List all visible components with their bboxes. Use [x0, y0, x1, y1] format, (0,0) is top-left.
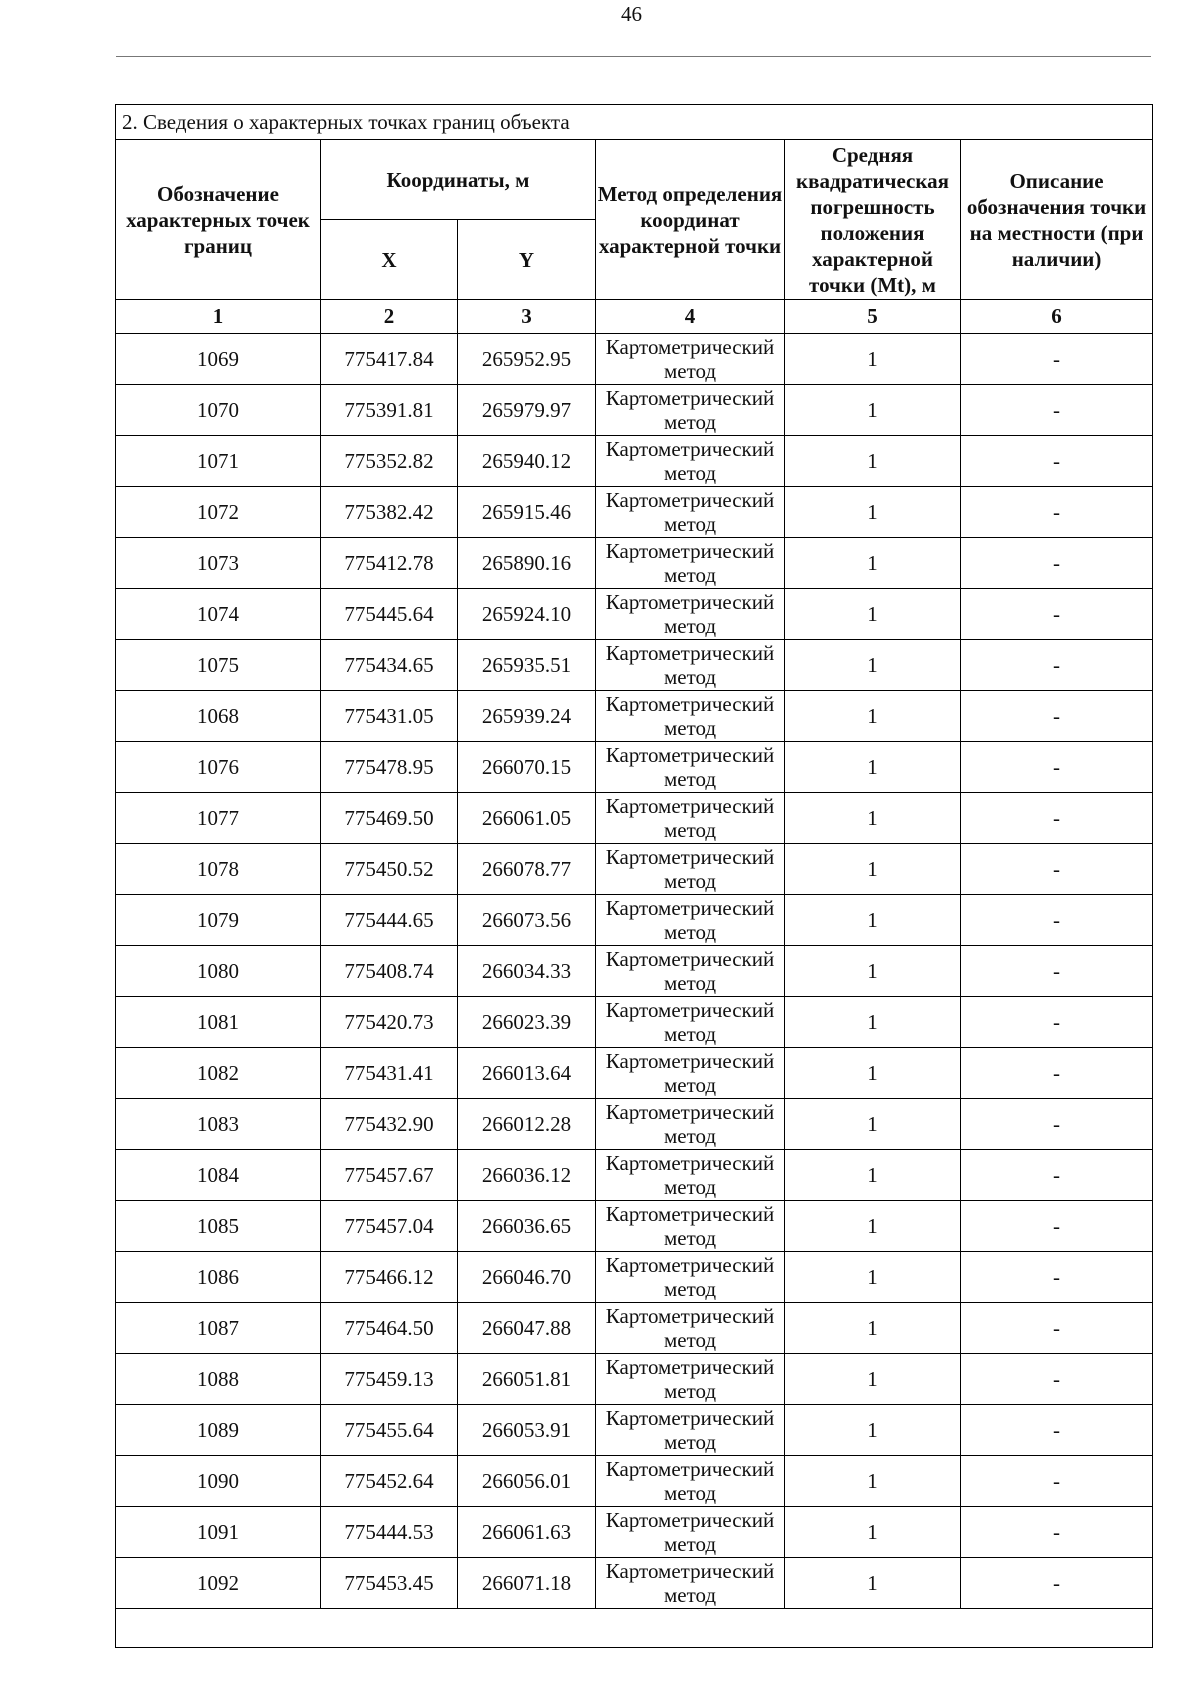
x-coordinate-cell: 775382.42 — [321, 487, 458, 538]
y-coordinate-cell: 265915.46 — [458, 487, 596, 538]
x-coordinate-cell: 775444.65 — [321, 895, 458, 946]
error-cell: 1 — [785, 487, 961, 538]
point-cell: 1080 — [116, 946, 321, 997]
y-coordinate-cell: 266056.01 — [458, 1456, 596, 1507]
x-coordinate-cell: 775444.53 — [321, 1507, 458, 1558]
table-row — [116, 997, 1153, 1048]
y-coordinate-cell: 265935.51 — [458, 640, 596, 691]
x-coordinate-cell: 775412.78 — [321, 538, 458, 589]
x-coordinate-cell: 775459.13 — [321, 1354, 458, 1405]
x-coordinate-cell: 775466.12 — [321, 1252, 458, 1303]
y-coordinate-cell: 265924.10 — [458, 589, 596, 640]
point-cell: 1070 — [116, 385, 321, 436]
method-cell: Картометрический метод — [596, 436, 785, 487]
y-coordinate-cell: 265979.97 — [458, 385, 596, 436]
description-cell: - — [961, 793, 1153, 844]
x-coordinate-cell: 775420.73 — [321, 997, 458, 1048]
error-cell: 1 — [785, 742, 961, 793]
error-cell: 1 — [785, 844, 961, 895]
method-cell: Картометрический метод — [596, 997, 785, 1048]
method-cell: Картометрический метод — [596, 946, 785, 997]
description-cell: - — [961, 436, 1153, 487]
y-coordinate-cell: 266053.91 — [458, 1405, 596, 1456]
method-cell: Картометрический метод — [596, 1303, 785, 1354]
x-coordinate-cell: 775464.50 — [321, 1303, 458, 1354]
error-cell: 1 — [785, 895, 961, 946]
table-row — [116, 895, 1153, 946]
y-coordinate-cell: 266023.39 — [458, 997, 596, 1048]
table-row — [116, 538, 1153, 589]
y-coordinate-cell: 266013.64 — [458, 1048, 596, 1099]
point-cell: 1082 — [116, 1048, 321, 1099]
column-number: 4 — [596, 300, 785, 334]
error-cell: 1 — [785, 1456, 961, 1507]
method-cell: Картометрический метод — [596, 1048, 785, 1099]
table-row — [116, 1150, 1153, 1201]
point-cell: 1075 — [116, 640, 321, 691]
header-point: Обозначение характерных точек границ — [116, 140, 321, 300]
column-number: 3 — [458, 300, 596, 334]
column-number: 6 — [961, 300, 1153, 334]
table-row — [116, 640, 1153, 691]
description-cell: - — [961, 538, 1153, 589]
point-cell: 1089 — [116, 1405, 321, 1456]
description-cell: - — [961, 1303, 1153, 1354]
table-row — [116, 1099, 1153, 1150]
description-cell: - — [961, 1456, 1153, 1507]
description-cell: - — [961, 1354, 1153, 1405]
description-cell: - — [961, 1405, 1153, 1456]
header-error: Средняя квадратическая погрешность положения характерной точки (Mt), м — [785, 140, 961, 300]
point-cell: 1090 — [116, 1456, 321, 1507]
error-cell: 1 — [785, 1558, 961, 1609]
description-cell: - — [961, 844, 1153, 895]
table-row — [116, 1303, 1153, 1354]
error-cell: 1 — [785, 1354, 961, 1405]
point-cell: 1085 — [116, 1201, 321, 1252]
point-cell: 1072 — [116, 487, 321, 538]
method-cell: Картометрический метод — [596, 1405, 785, 1456]
method-cell: Картометрический метод — [596, 1099, 785, 1150]
point-cell: 1079 — [116, 895, 321, 946]
column-number: 2 — [321, 300, 458, 334]
error-cell: 1 — [785, 589, 961, 640]
column-number: 5 — [785, 300, 961, 334]
table-row — [116, 334, 1153, 385]
y-coordinate-cell: 266036.65 — [458, 1201, 596, 1252]
method-cell: Картометрический метод — [596, 487, 785, 538]
table-row — [116, 385, 1153, 436]
empty-footer-row — [116, 1609, 1153, 1648]
y-coordinate-cell: 266036.12 — [458, 1150, 596, 1201]
table-row — [116, 1201, 1153, 1252]
method-cell: Картометрический метод — [596, 742, 785, 793]
x-coordinate-cell: 775391.81 — [321, 385, 458, 436]
table-row — [116, 946, 1153, 997]
method-cell: Картометрический метод — [596, 1252, 785, 1303]
error-cell: 1 — [785, 1048, 961, 1099]
point-cell: 1081 — [116, 997, 321, 1048]
table-row — [116, 436, 1153, 487]
point-cell: 1087 — [116, 1303, 321, 1354]
method-cell: Картометрический метод — [596, 538, 785, 589]
x-coordinate-cell: 775431.05 — [321, 691, 458, 742]
description-cell: - — [961, 997, 1153, 1048]
y-coordinate-cell: 265890.16 — [458, 538, 596, 589]
point-cell: 1077 — [116, 793, 321, 844]
y-coordinate-cell: 265940.12 — [458, 436, 596, 487]
error-cell: 1 — [785, 1405, 961, 1456]
y-coordinate-cell: 266034.33 — [458, 946, 596, 997]
error-cell: 1 — [785, 1252, 961, 1303]
x-coordinate-cell: 775352.82 — [321, 436, 458, 487]
description-cell: - — [961, 946, 1153, 997]
method-cell: Картометрический метод — [596, 640, 785, 691]
method-cell: Картометрический метод — [596, 1558, 785, 1609]
table-row — [116, 844, 1153, 895]
description-cell: - — [961, 1099, 1153, 1150]
x-coordinate-cell: 775457.67 — [321, 1150, 458, 1201]
y-coordinate-cell: 265939.24 — [458, 691, 596, 742]
point-cell: 1084 — [116, 1150, 321, 1201]
method-cell: Картометрический метод — [596, 895, 785, 946]
description-cell: - — [961, 691, 1153, 742]
x-coordinate-cell: 775445.64 — [321, 589, 458, 640]
y-coordinate-cell: 266061.63 — [458, 1507, 596, 1558]
x-coordinate-cell: 775431.41 — [321, 1048, 458, 1099]
y-coordinate-cell: 266070.15 — [458, 742, 596, 793]
table-row — [116, 1507, 1153, 1558]
point-cell: 1088 — [116, 1354, 321, 1405]
error-cell: 1 — [785, 793, 961, 844]
table-row — [116, 1456, 1153, 1507]
x-coordinate-cell: 775408.74 — [321, 946, 458, 997]
x-coordinate-cell: 775434.65 — [321, 640, 458, 691]
table-row — [116, 1252, 1153, 1303]
section-title: 2. Сведения о характерных точках границ объекта — [116, 105, 1153, 140]
description-cell: - — [961, 334, 1153, 385]
table-row — [116, 1558, 1153, 1609]
error-cell: 1 — [785, 1099, 961, 1150]
x-coordinate-cell: 775452.64 — [321, 1456, 458, 1507]
method-cell: Картометрический метод — [596, 1456, 785, 1507]
error-cell: 1 — [785, 385, 961, 436]
boundary-points-table — [115, 104, 1153, 1648]
error-cell: 1 — [785, 538, 961, 589]
point-cell: 1078 — [116, 844, 321, 895]
method-cell: Картометрический метод — [596, 1201, 785, 1252]
y-coordinate-cell: 266073.56 — [458, 895, 596, 946]
header-divider — [116, 56, 1151, 57]
column-numbers-row — [116, 300, 1153, 334]
point-cell: 1074 — [116, 589, 321, 640]
description-cell: - — [961, 385, 1153, 436]
header-x: X — [321, 220, 458, 300]
error-cell: 1 — [785, 640, 961, 691]
error-cell: 1 — [785, 946, 961, 997]
table-row — [116, 742, 1153, 793]
table-row — [116, 487, 1153, 538]
method-cell: Картометрический метод — [596, 589, 785, 640]
point-cell: 1076 — [116, 742, 321, 793]
y-coordinate-cell: 266047.88 — [458, 1303, 596, 1354]
description-cell: - — [961, 1201, 1153, 1252]
table-row — [116, 1048, 1153, 1099]
description-cell: - — [961, 1150, 1153, 1201]
description-cell: - — [961, 742, 1153, 793]
table-row — [116, 691, 1153, 742]
point-cell: 1086 — [116, 1252, 321, 1303]
error-cell: 1 — [785, 436, 961, 487]
method-cell: Картометрический метод — [596, 1354, 785, 1405]
y-coordinate-cell: 266061.05 — [458, 793, 596, 844]
y-coordinate-cell: 266071.18 — [458, 1558, 596, 1609]
point-cell: 1092 — [116, 1558, 321, 1609]
table-row — [116, 1405, 1153, 1456]
description-cell: - — [961, 1507, 1153, 1558]
method-cell: Картометрический метод — [596, 691, 785, 742]
point-cell: 1069 — [116, 334, 321, 385]
table-row — [116, 1354, 1153, 1405]
x-coordinate-cell: 775478.95 — [321, 742, 458, 793]
error-cell: 1 — [785, 1150, 961, 1201]
description-cell: - — [961, 1558, 1153, 1609]
point-cell: 1083 — [116, 1099, 321, 1150]
error-cell: 1 — [785, 691, 961, 742]
description-cell: - — [961, 640, 1153, 691]
error-cell: 1 — [785, 1201, 961, 1252]
x-coordinate-cell: 775455.64 — [321, 1405, 458, 1456]
table-row — [116, 793, 1153, 844]
method-cell: Картометрический метод — [596, 793, 785, 844]
x-coordinate-cell: 775457.04 — [321, 1201, 458, 1252]
point-cell: 1068 — [116, 691, 321, 742]
point-cell: 1071 — [116, 436, 321, 487]
error-cell: 1 — [785, 334, 961, 385]
x-coordinate-cell: 775469.50 — [321, 793, 458, 844]
point-cell: 1073 — [116, 538, 321, 589]
description-cell: - — [961, 1252, 1153, 1303]
description-cell: - — [961, 895, 1153, 946]
point-cell: 1091 — [116, 1507, 321, 1558]
method-cell: Картометрический метод — [596, 334, 785, 385]
x-coordinate-cell: 775417.84 — [321, 334, 458, 385]
y-coordinate-cell: 266078.77 — [458, 844, 596, 895]
description-cell: - — [961, 1048, 1153, 1099]
method-cell: Картометрический метод — [596, 1507, 785, 1558]
y-coordinate-cell: 266012.28 — [458, 1099, 596, 1150]
column-number: 1 — [116, 300, 321, 334]
y-coordinate-cell: 266046.70 — [458, 1252, 596, 1303]
method-cell: Картометрический метод — [596, 1150, 785, 1201]
header-method: Метод определения координат характерной точки — [596, 140, 785, 300]
empty-cell — [116, 1609, 1153, 1648]
table-row — [116, 589, 1153, 640]
x-coordinate-cell: 775450.52 — [321, 844, 458, 895]
description-cell: - — [961, 487, 1153, 538]
error-cell: 1 — [785, 1507, 961, 1558]
header-coordinates: Координаты, м — [321, 140, 596, 220]
x-coordinate-cell: 775432.90 — [321, 1099, 458, 1150]
header-y: Y — [458, 220, 596, 300]
y-coordinate-cell: 266051.81 — [458, 1354, 596, 1405]
header-description: Описание обозначения точки на местности (при наличии) — [961, 140, 1153, 300]
x-coordinate-cell: 775453.45 — [321, 1558, 458, 1609]
description-cell: - — [961, 589, 1153, 640]
error-cell: 1 — [785, 997, 961, 1048]
method-cell: Картометрический метод — [596, 844, 785, 895]
y-coordinate-cell: 265952.95 — [458, 334, 596, 385]
page-number: 46 — [621, 2, 642, 26]
method-cell: Картометрический метод — [596, 385, 785, 436]
error-cell: 1 — [785, 1303, 961, 1354]
